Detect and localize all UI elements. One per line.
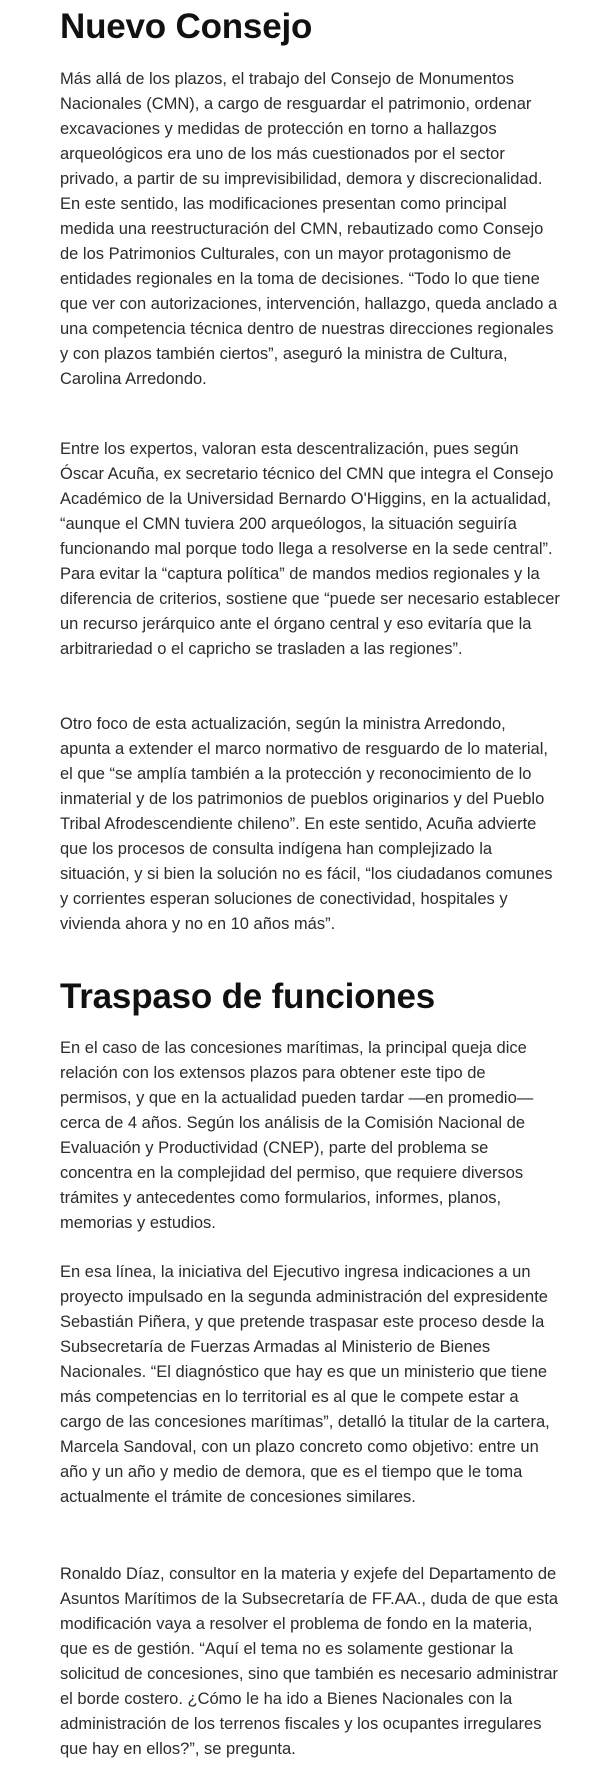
paragraph-bienes-nacionales: En esa línea, la iniciativa del Ejecutivo ingresa indicaciones a un proyecto impulsado en la segunda administración del expresidente Sebastián Piñera, y que pretende traspasar este proceso desde la Subsecretaría de Fuerzas Armadas al Ministerio de Bienes Nacionales. “El diagnóstico que hay es que un ministerio que tiene más competencias en lo territorial es al que le compete estar a cargo de las concesiones marítimas”, detalló la titular de la cartera, Marcela Sandoval, con un plazo concreto como objetivo: entre un año y un año y medio de demora, que es el tiempo que le toma actualmente el trámite de concesiones similares.	[60, 1263, 550, 1506]
section-heading-nuevo-consejo: Nuevo Consejo	[60, 7, 313, 46]
paragraph-cmn-reestructuracion: Más allá de los plazos, el trabajo del Consejo de Monumentos Nacionales (CMN), a cargo de resguardar el patrimonio, ordenar excavaciones y medidas de protección en torno a hallazgos arqueológicos era uno de los más cuestionados por el sector privado, a partir de su imprevisibilidad, demora y discrecionalidad. En este sentido, las modificaciones presentan como principal medida una reestructuración del CMN, rebautizado como Consejo de los Patrimonios Culturales, con un mayor protagonismo de entidades regionales en la toma de decisiones. “Todo lo que tiene que ver con autorizaciones, intervención, hallazgo, queda anclado a una competencia técnica dentro de nuestras direcciones regionales y con plazos también ciertos”, aseguró la ministra de Cultura, Carolina Arredondo.	[60, 70, 558, 388]
paragraph-patrimonio-inmaterial: Otro foco de esta actualización, según la ministra Arredondo, apunta a extender el marco normativo de resguardo de lo material, el que “se amplía también a la protección y reconocimiento de lo inmaterial y de los patrimonios de pueblos originarios y del Pueblo Tribal Afrodescendiente chileno”. En este sentido, Acuña advierte que los procesos de consulta indígena han complejizado la situación, y si bien la solución no es fácil, “los ciudadanos comunes y corrientes esperan soluciones de conectividad, hospitales y vivienda ahora y no en 10 años más”.	[60, 715, 553, 933]
paragraph-descentralizacion: Entre los expertos, valoran esta descentralización, pues según Óscar Acuña, ex secretario técnico del CMN que integra el Consejo Académico de la Universidad Bernardo O'Higgins, en la actualidad, “aunque el CMN tuviera 200 arqueólogos, la situación seguiría funcionando mal porque todo llega a resolverse en la sede central”. Para evitar la “captura política” de mandos medios regionales y la diferencia de criterios, sostiene que “puede ser necesario establecer un recurso jerárquico ante el órgano central y eso evitaría que la arbitrariedad o el capricho se trasladen a las regiones”.	[60, 440, 560, 658]
paragraph-concesiones-maritimas: En el caso de las concesiones marítimas, la principal queja dice relación con los extensos plazos para obtener este tipo de permisos, y que en la actualidad pueden tardar —en promedio— cerca de 4 años. Según los análisis de la Comisión Nacional de Evaluación y Productividad (CNEP), parte del problema se concentra en la complejidad del permiso, que requiere diversos trámites y antecedentes como formularios, informes, planos, memorias y estudios.	[60, 1039, 534, 1232]
section-heading-traspaso-funciones: Traspaso de funciones	[60, 977, 436, 1016]
paragraph-ronaldo-diaz: Ronaldo Díaz, consultor en la materia y exjefe del Departamento de Asuntos Marítimos de la Subsecretaría de FF.AA., duda de que esta modificación vaya a resolver el problema de fondo en la materia, que es de gestión. “Aquí el tema no es solamente gestionar la solicitud de concesiones, sino que también es necesario administrar el borde costero. ¿Cómo le ha ido a Bienes Nacionales con la administración de los terrenos fiscales y los ocupantes irregulares que hay en ellos?”, se pregunta.	[60, 1565, 559, 1758]
